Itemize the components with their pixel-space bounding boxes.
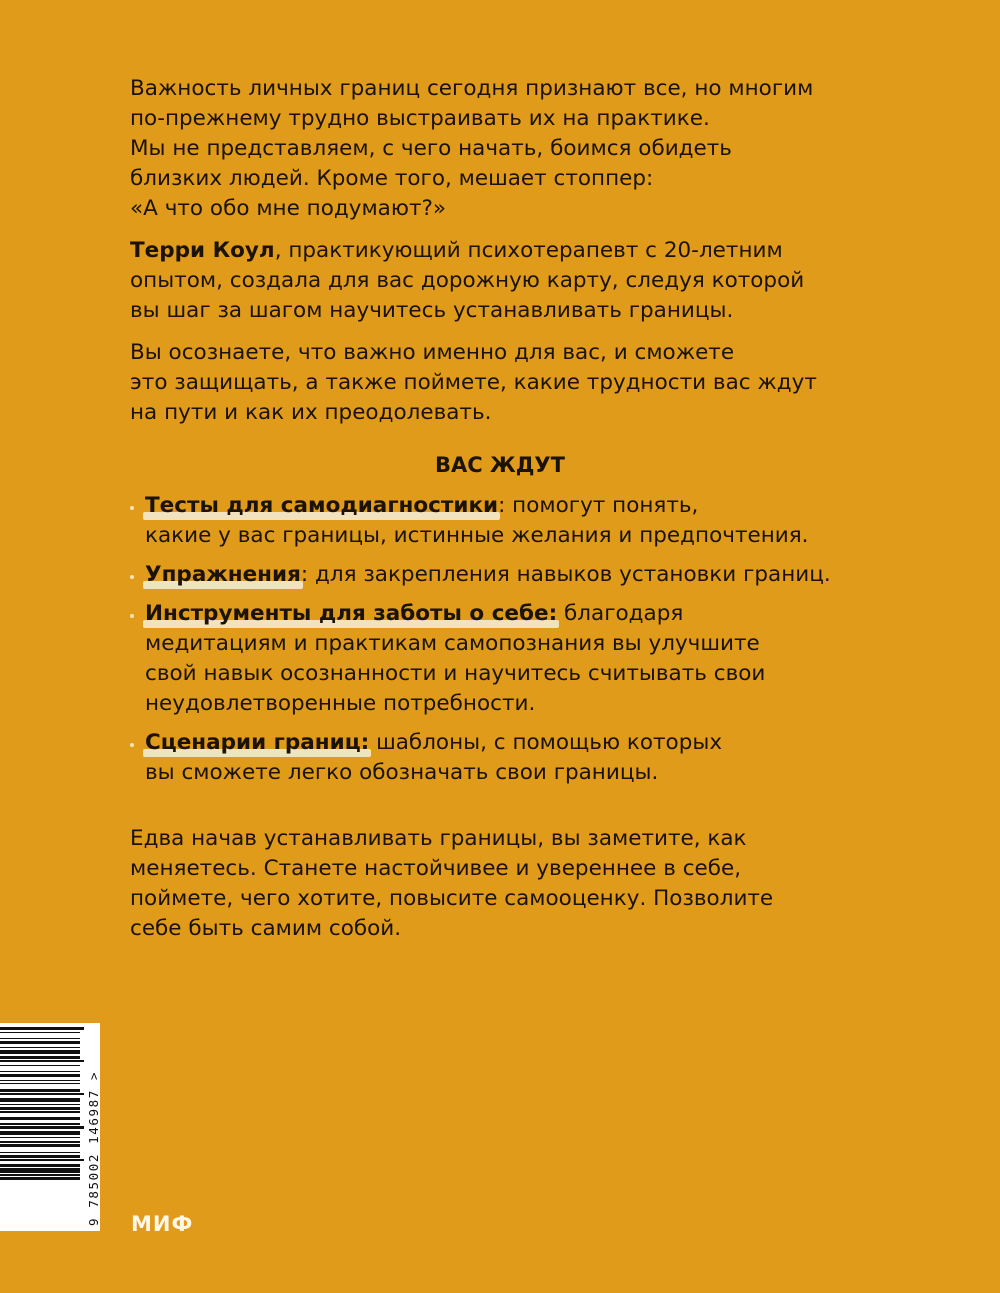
barcode-bar [0, 1032, 80, 1034]
barcode-bar [0, 1117, 80, 1120]
bullet-term: Инструменты для заботы о себе: [145, 599, 557, 629]
barcode-bar [0, 1083, 80, 1085]
bullet-text: медитациям и практикам самопознания вы улучшите [145, 631, 760, 656]
description-block [130, 74, 870, 440]
barcode-bar [0, 1041, 80, 1044]
benefit-line: это защищать, а также поймете, какие трудности вас ждут [130, 370, 817, 395]
bullet-term: Тесты для самодиагностики [145, 491, 498, 521]
benefit-line: Вы осознаете, что важно именно для вас, и сможете [130, 340, 735, 365]
barcode [0, 1023, 100, 1231]
author-line: вы шаг за шагом научитесь устанавливать границы. [130, 298, 734, 323]
barcode-bar [0, 1137, 80, 1139]
bullet-text: свой навык осознанности и научитесь считывать свои [145, 661, 766, 686]
intro-paragraph [130, 74, 870, 224]
bullet-item [130, 599, 870, 719]
barcode-bar [0, 1060, 84, 1062]
barcode-digits [86, 1026, 102, 1228]
barcode-bar [0, 1074, 80, 1077]
closing-line: Едва начав устанавливать границы, вы заметите, как [130, 826, 747, 851]
bullet-dot-icon [130, 506, 134, 510]
closing-line: меняетесь. Станете настойчивее и увереннее в себе, [130, 856, 742, 881]
bullet-text: : для закрепления навыков установки границ. [300, 562, 831, 587]
barcode-bar [0, 1093, 84, 1095]
publisher-logo: МИФ [131, 1212, 194, 1236]
barcode-bar [0, 1164, 80, 1167]
bullet-text: : помогут понять, [498, 493, 699, 518]
bullet-text: благодаря [557, 601, 684, 626]
barcode-bar [0, 1027, 84, 1030]
bullet-dot-icon [130, 614, 134, 618]
barcode-bar [0, 1065, 80, 1067]
intro-line: Мы не представляем, с чего начать, боимся обидеть [130, 136, 732, 161]
barcode-bar [0, 1141, 80, 1143]
barcode-bar [0, 1177, 80, 1180]
barcode-bar [0, 1168, 80, 1173]
bullet-term: Упражнения [145, 560, 301, 590]
author-name: Терри Коул [130, 238, 275, 263]
barcode-bar [0, 1126, 84, 1129]
barcode-number: 9 785002 146987 > [86, 1070, 101, 1226]
bullet-item [130, 728, 870, 788]
intro-line: близких людей. Кроме того, мешает стоппер: [130, 166, 654, 191]
barcode-bar [0, 1144, 80, 1147]
bullet-text: какие у вас границы, истинные желания и предпочтения. [145, 523, 809, 548]
benefit-line: на пути и как их преодолевать. [130, 400, 492, 425]
barcode-bar [0, 1107, 80, 1110]
bullet-item [130, 491, 870, 551]
barcode-bar [0, 1123, 80, 1125]
closing-line: себе быть самим собой. [130, 916, 402, 941]
bullet-list [130, 491, 870, 797]
barcode-bar [0, 1098, 80, 1103]
barcode-bar [0, 1155, 80, 1158]
barcode-bar [0, 1152, 80, 1154]
bullet-dot-icon [130, 575, 134, 579]
barcode-bar [0, 1038, 80, 1040]
barcode-bar [0, 1071, 80, 1073]
barcode-bar [0, 1050, 80, 1055]
section-title: ВАС ЖДУТ [435, 453, 565, 477]
bullet-dot-icon [130, 743, 134, 747]
author-line: опытом, создала для вас дорожную карту, следуя которой [130, 268, 805, 293]
author-paragraph [130, 236, 870, 326]
closing-line: поймете, чего хотите, повысите самооценку. Позволите [130, 886, 774, 911]
barcode-bar [0, 1080, 80, 1082]
barcode-bar [0, 1131, 80, 1136]
intro-line: Важность личных границ сегодня признают все, но многим [130, 76, 814, 101]
intro-line: «А что обо мне подумают?» [130, 196, 447, 221]
barcode-bar [0, 1104, 80, 1106]
bullet-text: шаблоны, с помощью которых [369, 730, 723, 755]
barcode-bar [0, 1089, 80, 1092]
bullet-item [130, 560, 870, 590]
barcode-bar [0, 1047, 80, 1049]
closing-paragraph [130, 824, 870, 944]
benefit-paragraph [130, 338, 870, 428]
author-text: , практикующий психотерапевт с 20-летним [274, 238, 783, 263]
barcode-bar [0, 1159, 84, 1161]
barcode-bar [0, 1174, 80, 1176]
bullet-term: Сценарии границ: [145, 728, 369, 758]
intro-line: по-прежнему трудно выстраивать их на практике. [130, 106, 710, 131]
bullet-text: вы сможете легко обозначать свои границы. [145, 760, 659, 785]
barcode-bar [0, 1111, 80, 1113]
barcode-bar [0, 1056, 80, 1059]
bullet-text: неудовлетворенные потребности. [145, 691, 536, 716]
